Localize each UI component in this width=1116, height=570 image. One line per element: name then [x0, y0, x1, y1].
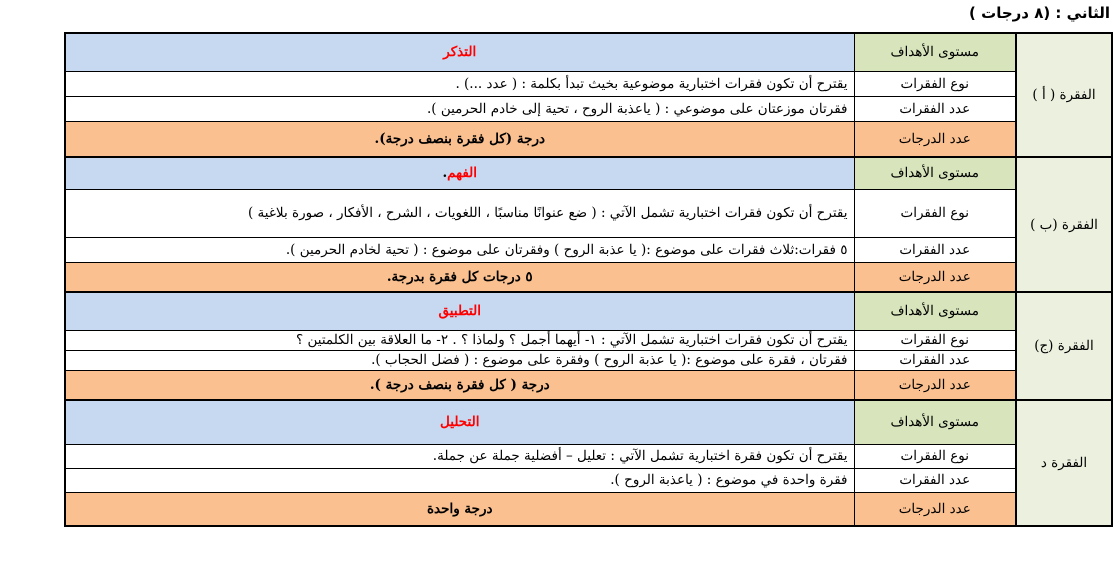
- section-b-title-suffix: .: [442, 165, 448, 182]
- section-d-count-text: فقرة واحدة في موضوع : ( ياعذبة الروح ).: [65, 468, 854, 492]
- section-d-grade-row: [65, 492, 1112, 526]
- section-a-grade-text: درجة (كل فقرة بنصف درجة).: [65, 121, 854, 157]
- page-heading: الثاني : (٨ درجات ): [969, 4, 1110, 22]
- section-b-count-text: ٥ فقرات:ثلاث فقرات على موضوع :( يا عذبة الروح ) وفقرتان على موضوع : ( تحية لخادم الحرمين ).: [65, 237, 854, 262]
- section-c-level-label: مستوى الأهداف: [854, 292, 1016, 330]
- section-c-grade-text: درجة ( كل فقرة بنصف درجة ).: [65, 370, 854, 400]
- section-a-grade-label: عدد الدرجات: [854, 121, 1016, 157]
- section-c-count-text: فقرتان ، فقرة على موضوع :( يا عذبة الروح ) وفقرة على موضوع : ( فضل الحجاب ).: [65, 350, 854, 370]
- section-b-grade-row: [65, 262, 1112, 292]
- section-b-grade-text: ٥ درجات كل فقرة بدرجة.: [65, 262, 854, 292]
- section-a-type-row: [65, 71, 1112, 96]
- section-a-type-text: يقترح أن تكون فقرات اختبارية موضوعية بخيث تبدأ بكلمة : ( عدد ...) .: [65, 71, 854, 96]
- section-b-label: الفقرة (ب ): [1016, 157, 1112, 292]
- section-a-level-row: [65, 33, 1112, 71]
- section-b-type-row: [65, 189, 1112, 237]
- section-c-grade-label: عدد الدرجات: [854, 370, 1016, 400]
- section-d-label: الفقرة د: [1016, 400, 1112, 526]
- section-a-grade-row: [65, 121, 1112, 157]
- section-b-title: الفهم: [447, 165, 478, 182]
- section-d-grade-text: درجة واحدة: [65, 492, 854, 526]
- section-c-type-text: يقترح أن تكون فقرات اختبارية تشمل الآتي : ١- أيهما أجمل ؟ ولماذا ؟ . ٢- ما العلاقة بين الكلمتين ؟: [65, 330, 854, 350]
- section-d-count-row: [65, 468, 1112, 492]
- section-b-type-text: يقترح أن تكون فقرات اختبارية تشمل الآتي : ( ضع عنوانًا مناسبًا ، اللغويات ، الشرح ، الأفكار ، صورة بلاغية ): [65, 189, 854, 237]
- section-d-level-row: [65, 400, 1112, 444]
- exam-spec-table: [64, 32, 1113, 527]
- section-a-type-label: نوع الفقرات: [854, 71, 1016, 96]
- section-c-type-row: [65, 330, 1112, 350]
- section-d-type-row: [65, 444, 1112, 468]
- section-c-count-row: [65, 350, 1112, 370]
- section-d-type-label: نوع الفقرات: [854, 444, 1016, 468]
- section-b-count-row: [65, 237, 1112, 262]
- section-d-grade-label: عدد الدرجات: [854, 492, 1016, 526]
- section-b-count-label: عدد الفقرات: [854, 237, 1016, 262]
- section-a-level-label: مستوى الأهداف: [854, 33, 1016, 71]
- section-c-level-row: [65, 292, 1112, 330]
- section-c-count-label: عدد الفقرات: [854, 350, 1016, 370]
- section-a-count-text: فقرتان موزعتان على موضوعي : ( ياعذبة الروح ، تحية إلى خادم الحرمين ).: [65, 96, 854, 121]
- section-d-title: التحليل: [65, 400, 854, 444]
- section-c-label: الفقرة (ج): [1016, 292, 1112, 400]
- section-c-type-label: نوع الفقرات: [854, 330, 1016, 350]
- section-d-level-label: مستوى الأهداف: [854, 400, 1016, 444]
- section-b-grade-label: عدد الدرجات: [854, 262, 1016, 292]
- section-a-title: التذكر: [65, 33, 854, 71]
- section-c-grade-row: [65, 370, 1112, 400]
- section-b-level-label: مستوى الأهداف: [854, 157, 1016, 189]
- section-b-title-cell: [65, 157, 854, 189]
- section-a-count-row: [65, 96, 1112, 121]
- section-c-title: التطبيق: [65, 292, 854, 330]
- section-a-label: الفقرة ( أ ): [1016, 33, 1112, 157]
- section-a-count-label: عدد الفقرات: [854, 96, 1016, 121]
- section-b-level-row: [65, 157, 1112, 189]
- section-b-type-label: نوع الفقرات: [854, 189, 1016, 237]
- section-d-type-text: يقترح أن تكون فقرة اختبارية تشمل الآتي : تعليل – أفضلية جملة عن جملة.: [65, 444, 854, 468]
- section-d-count-label: عدد الفقرات: [854, 468, 1016, 492]
